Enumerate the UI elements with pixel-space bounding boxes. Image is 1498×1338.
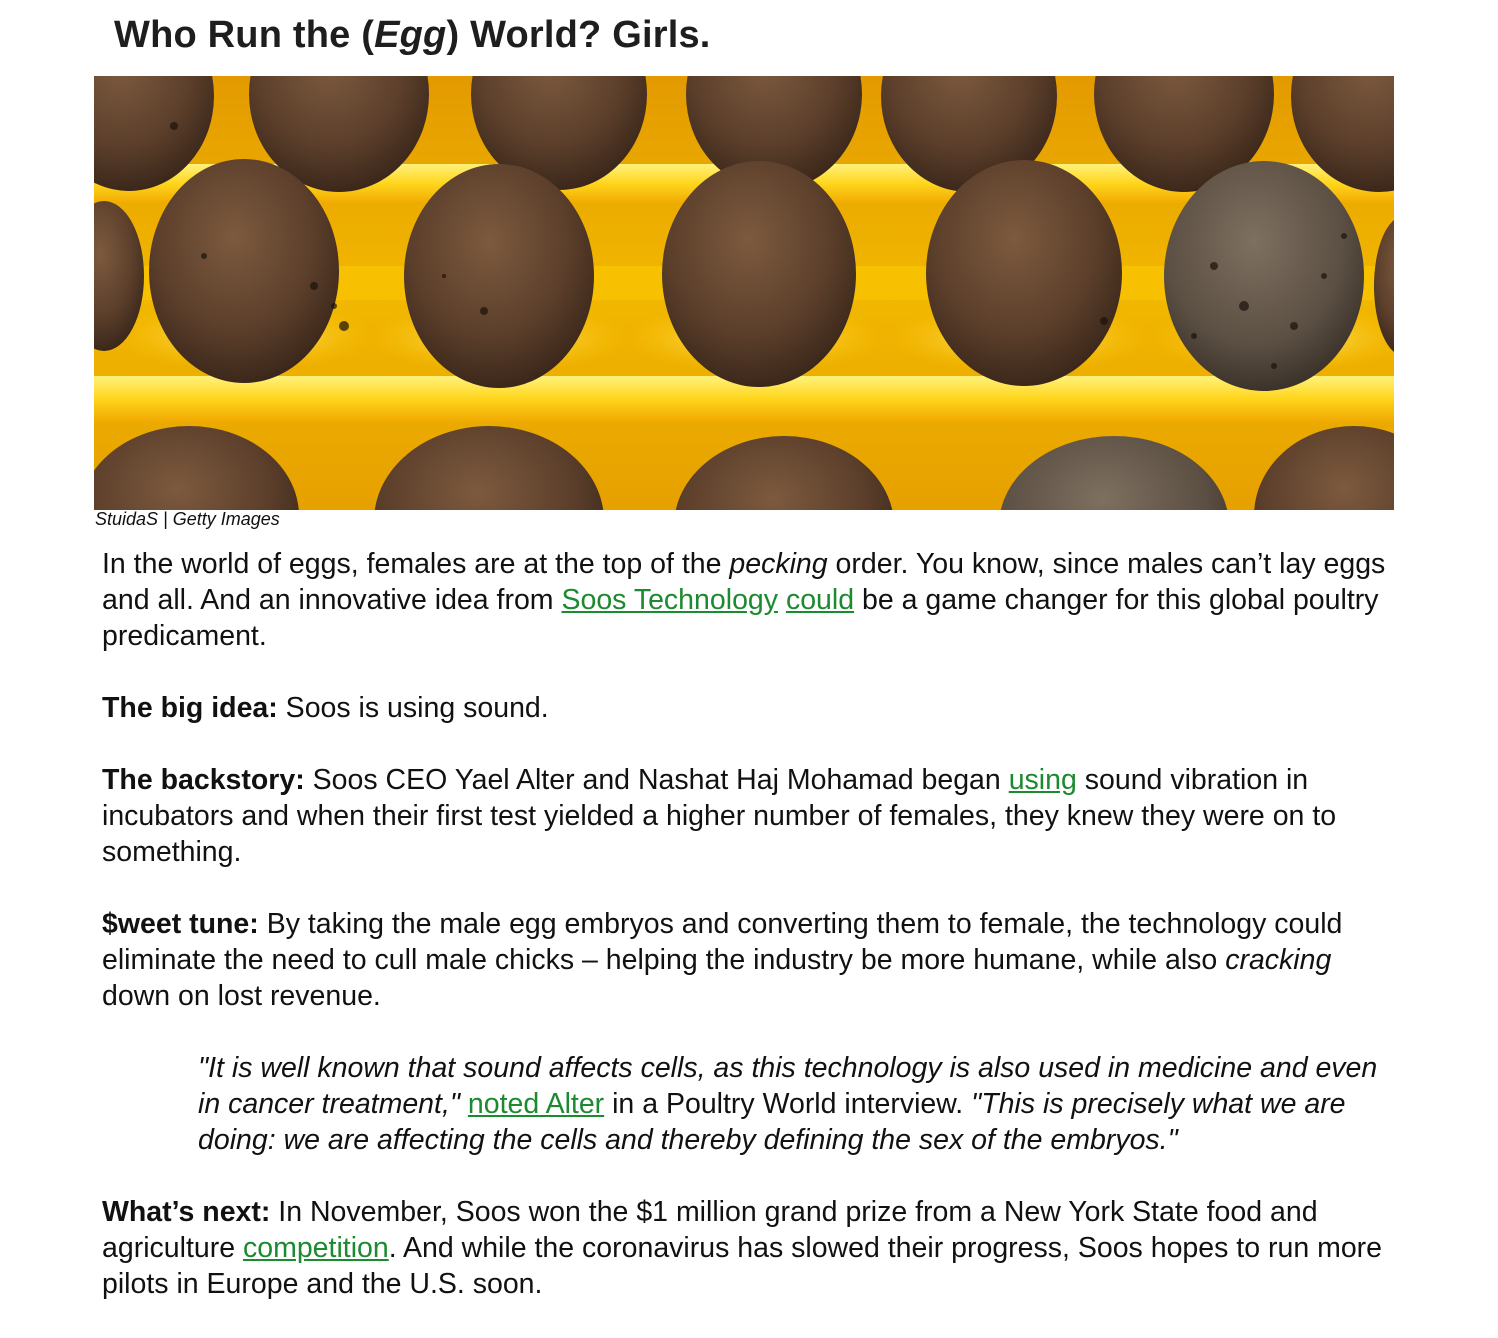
- sweet-tune-label: $weet tune:: [102, 908, 259, 940]
- sweet-tune-paragraph: $weet tune: By taking the male egg embryos and converting them to female, the technology could eliminate the need to cull male chicks – helping the industry be more humane, while also cracking down on lost revenue.: [102, 908, 1343, 1012]
- backstory-label: The backstory:: [102, 764, 305, 796]
- big-idea-label: The big idea:: [102, 692, 278, 724]
- backstory-paragraph: The backstory: Soos CEO Yael Alter and Nashat Haj Mohamad began using sound vibration in incubators and when their first test yielded a higher number of females, they knew they were on to something.: [102, 764, 1337, 868]
- page-title: Who Run the (Egg) World? Girls.: [114, 14, 711, 56]
- quote-block: "It is well known that sound affects cells, as this technology is also used in medicine and even in cancer treatment," noted Alter in a Poultry World interview. "This is precisely what we are doing: we are affecting the cells and thereby defining the sex of the embryos.": [198, 1052, 1378, 1156]
- hero-image: [94, 76, 1394, 510]
- big-idea-paragraph: The big idea: Soos is using sound.: [102, 692, 549, 724]
- noted-alter-link[interactable]: noted Alter: [467, 1088, 605, 1120]
- using-link[interactable]: using: [1008, 764, 1077, 796]
- soos-technology-link[interactable]: Soos Technology: [561, 584, 779, 616]
- intro-paragraph: In the world of eggs, females are at the top of the pecking order. You know, since males can’t lay eggs and all. And an innovative idea from Soos Technology could be a game changer for this global poultry predicament.: [102, 548, 1386, 652]
- whats-next-paragraph: What’s next: In November, Soos won the $1 million grand prize from a New York State food and agriculture competition. And while the coronavirus has slowed their progress, Soos hopes to run more pilots in Europe and the U.S. soon.: [102, 1196, 1383, 1300]
- competition-link[interactable]: competition: [242, 1232, 389, 1264]
- article-body: [102, 546, 1402, 1338]
- whats-next-label: What’s next:: [102, 1196, 271, 1228]
- could-link[interactable]: could: [785, 584, 855, 616]
- image-caption: StuidaS | Getty Images: [95, 509, 280, 529]
